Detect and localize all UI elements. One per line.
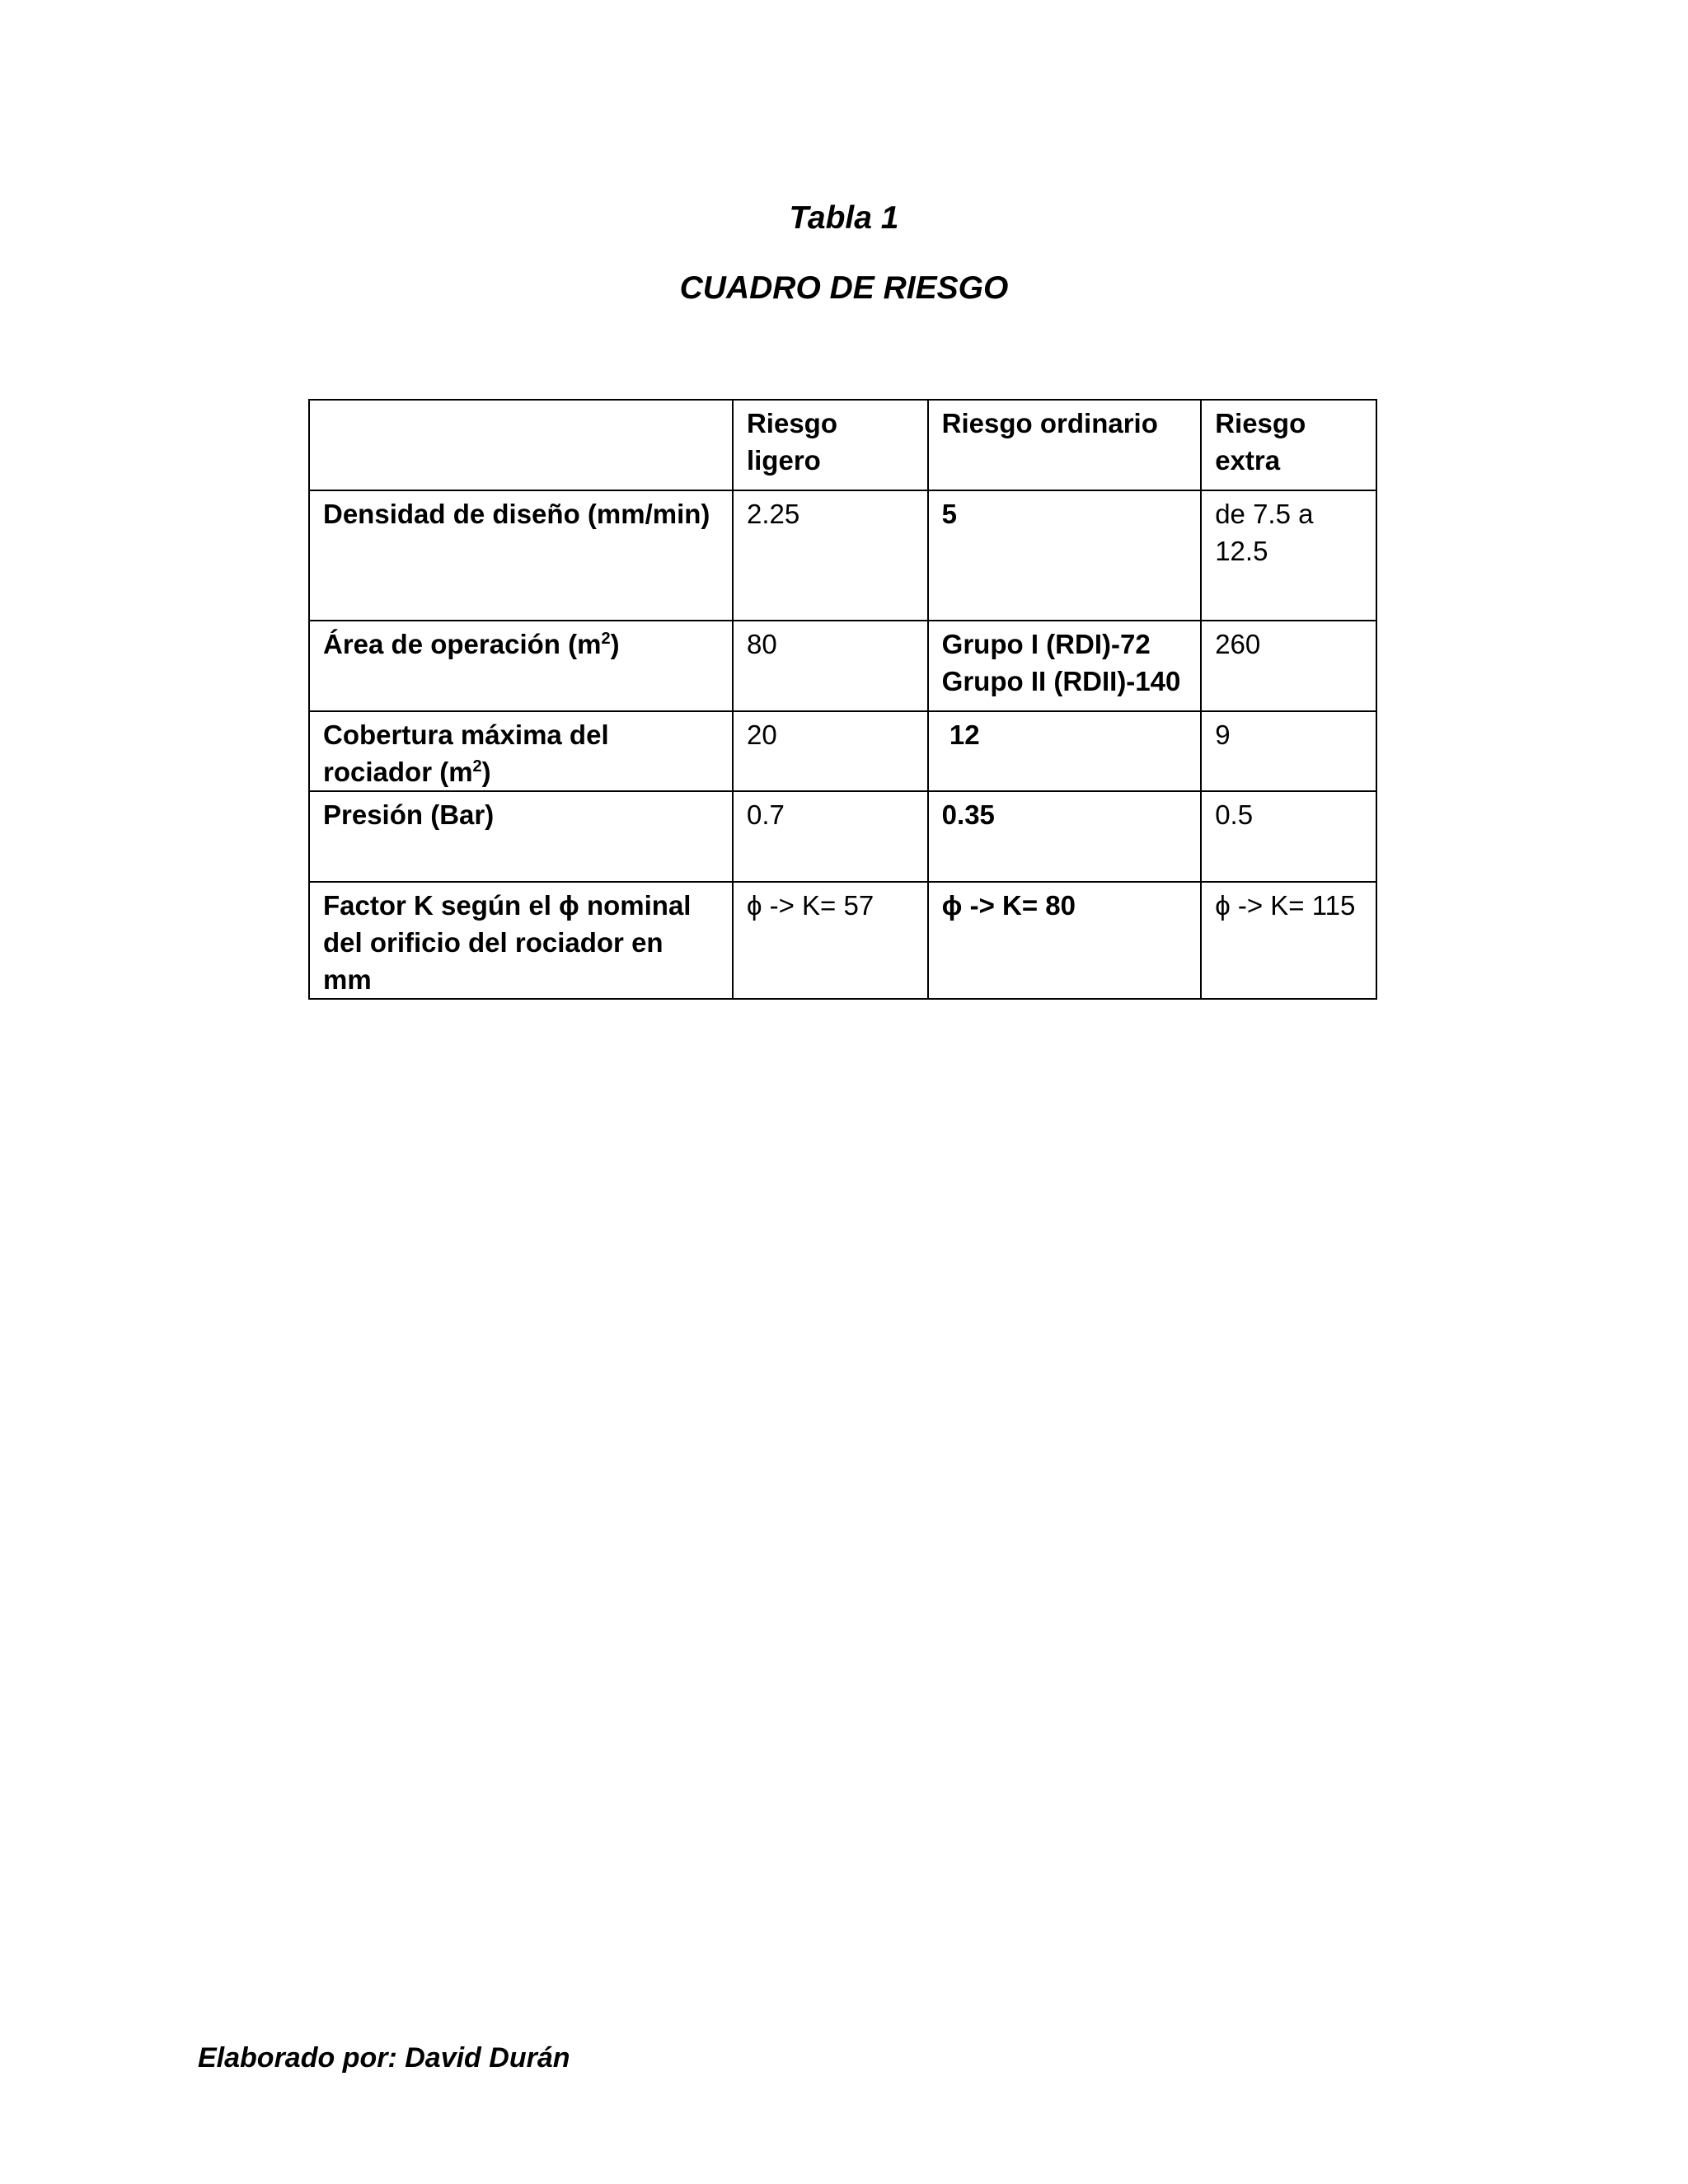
row-label-cobertura-text: Cobertura máxima del rociador (m <box>323 719 609 787</box>
cell-area-ordinario <box>928 621 1202 711</box>
row-label-cobertura <box>309 711 733 791</box>
cell-factor-ordinario: ϕ -> K= 80 <box>928 882 1202 999</box>
superscript-2: 2 <box>601 630 611 648</box>
header-riesgo-ligero: Riesgo ligero <box>733 400 928 490</box>
superscript-2: 2 <box>472 757 482 776</box>
cell-area-extra: 260 <box>1201 621 1376 711</box>
row-label-densidad: Densidad de diseño (mm/min) <box>309 490 733 621</box>
row-label-area <box>309 621 733 711</box>
cell-factor-extra: ϕ -> K= 115 <box>1201 882 1376 999</box>
cell-area-ordinario-grupo-2: Grupo II (RDII)-140 <box>941 666 1181 696</box>
header-riesgo-ordinario: Riesgo ordinario <box>928 400 1202 490</box>
risk-table <box>308 399 1377 1000</box>
header-empty-cell <box>309 400 733 490</box>
table-row <box>309 791 1376 882</box>
table-header-row <box>309 400 1376 490</box>
cell-densidad-ligero: 2.25 <box>733 490 928 621</box>
table-row <box>309 490 1376 621</box>
cell-presion-ligero: 0.7 <box>733 791 928 882</box>
cell-densidad-extra: de 7.5 a 12.5 <box>1201 490 1376 621</box>
cell-area-ligero: 80 <box>733 621 928 711</box>
cell-presion-ordinario: 0.35 <box>928 791 1202 882</box>
table-row <box>309 621 1376 711</box>
row-label-cobertura-end: ) <box>481 757 491 787</box>
row-label-factor-k: Factor K según el ϕ nominal del orificio del rociador en mm <box>309 882 733 999</box>
cell-cobertura-extra: 9 <box>1201 711 1376 791</box>
footer-author: Elaborado por: David Durán <box>198 2042 570 2074</box>
table-row <box>309 711 1376 791</box>
row-label-area-end: ) <box>610 629 620 659</box>
cell-densidad-ordinario: 5 <box>928 490 1202 621</box>
header-riesgo-extra: Riesgo extra <box>1201 400 1376 490</box>
cell-factor-ligero: ϕ -> K= 57 <box>733 882 928 999</box>
row-label-presion: Presión (Bar) <box>309 791 733 882</box>
row-label-area-text: Área de operación (m <box>323 629 602 659</box>
cell-cobertura-ligero: 20 <box>733 711 928 791</box>
cell-cobertura-ordinario: 12 <box>928 711 1202 791</box>
cell-area-ordinario-grupo-1: Grupo I (RDI)-72 <box>941 629 1151 659</box>
table-caption: CUADRO DE RIESGO <box>679 270 1009 306</box>
cell-presion-extra: 0.5 <box>1201 791 1376 882</box>
table-row <box>309 882 1376 999</box>
table-number-title: Tabla 1 <box>789 200 899 236</box>
